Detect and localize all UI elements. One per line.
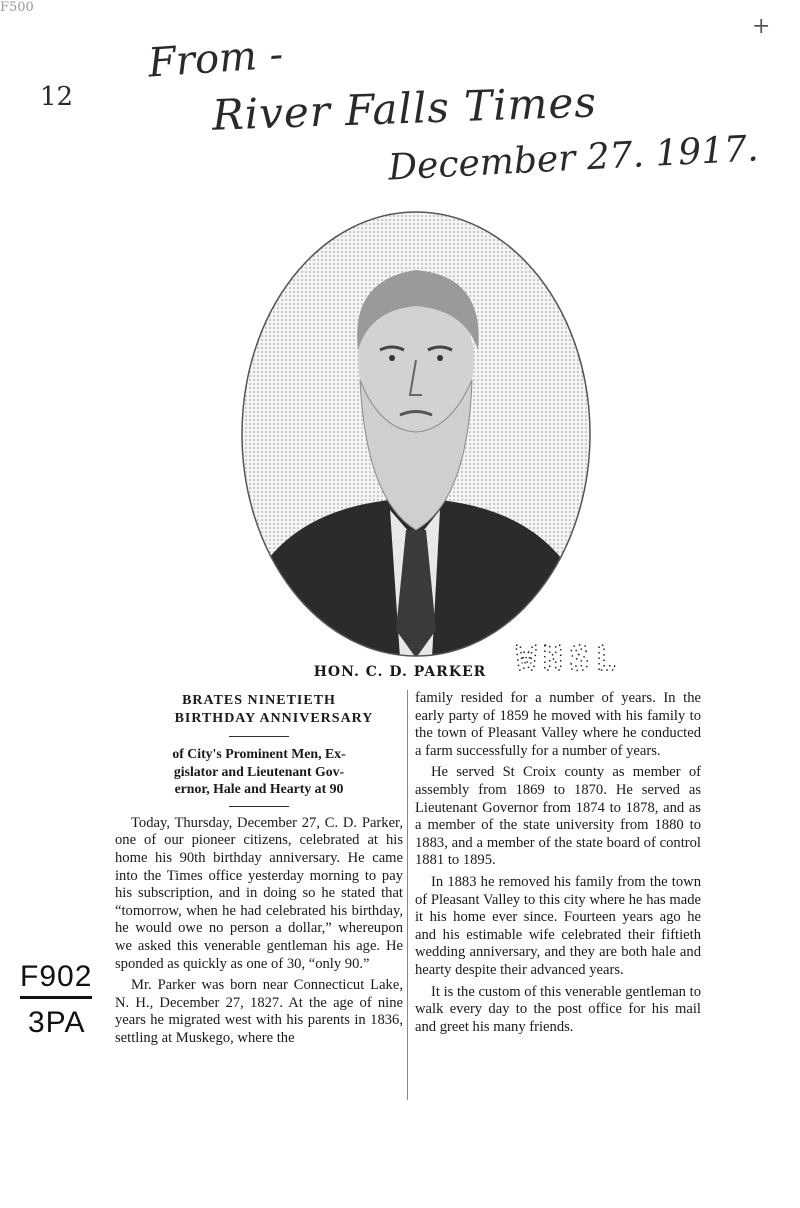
catalog-code: 3PA [28, 1006, 86, 1039]
corner-stamp-text: F500 [0, 0, 34, 15]
subhead-line-1: of City's Prominent Men, Ex- [172, 746, 346, 761]
perforation-stamp [512, 638, 682, 678]
column-divider [407, 690, 408, 1100]
handwritten-publication: River Falls Times [211, 77, 598, 140]
paragraph: family resided for a number of years. In the early party of 1859 he moved with his family to the town of Pleasant Valley where he conducted a farm successfully for a number of years. [415, 690, 701, 759]
article-subhead [115, 745, 403, 798]
paragraph: Mr. Parker was born near Connecticut Lake, N. H., December 27, 1827. At the age of nine years he migrated west with his parents in 1836, settling at Muskego, where the [115, 977, 403, 1046]
headline-line-1: BRATES NINETIETH [182, 693, 336, 708]
article-headline [115, 692, 403, 728]
paragraph: In 1883 he removed his family from the town of Pleasant Valley to this city where he has made it his home ever since. Fourteen years ago he and his estimable wife celebrated their fiftieth wedding anniversary, and they are both hale and hearty despite their advanced years. [415, 873, 701, 978]
paragraph: Today, Thursday, December 27, C. D. Parker, one of our pioneer citizens, celebrated at his home his 90th birthday anniversary. He came into the Times office yesterday morning to pay his subscription, and in doing so he stated that “tomorrow, when he had celebrated his birthday, he would owe no person a dollar,” whereupon we asked this venerable gentleman his age. He sponded as quickly as one of 30, “only 90.” [115, 814, 403, 972]
page-number: 12 [40, 82, 74, 112]
subhead-line-3: ernor, Hale and Hearty at 90 [174, 781, 344, 797]
portrait-caption: HON. C. D. PARKER [313, 664, 487, 680]
article-right-column [415, 690, 701, 1040]
paragraph: It is the custom of this venerable gentleman to walk every day to the post office for his mail and greet his many friends. [415, 983, 701, 1035]
article-left-column [115, 690, 403, 1052]
portrait-photo [240, 210, 592, 658]
headline-divider [229, 736, 289, 737]
handwritten-from-label: From - [146, 31, 285, 87]
handwritten-date: December 27. 1917. [387, 128, 760, 189]
subhead-line-2: gislator and Lieutenant Gov- [173, 763, 345, 779]
paragraph: He served St Croix county as member of assembly from 1869 to 1870. He served as Lieutenant Governor from 1874 to 1878, and as a member of the state university from 1880 to 1883, and a member of the state board of control 1881 to 1895. [415, 764, 701, 869]
subhead-divider [229, 806, 289, 807]
headline-line-2: BIRTHDAY ANNIVERSARY [174, 711, 374, 726]
article-body-left [115, 815, 403, 1048]
catalog-number: F902 [20, 960, 92, 999]
perforation-text: WHSL [516, 639, 622, 678]
cross-mark: + [752, 14, 771, 39]
